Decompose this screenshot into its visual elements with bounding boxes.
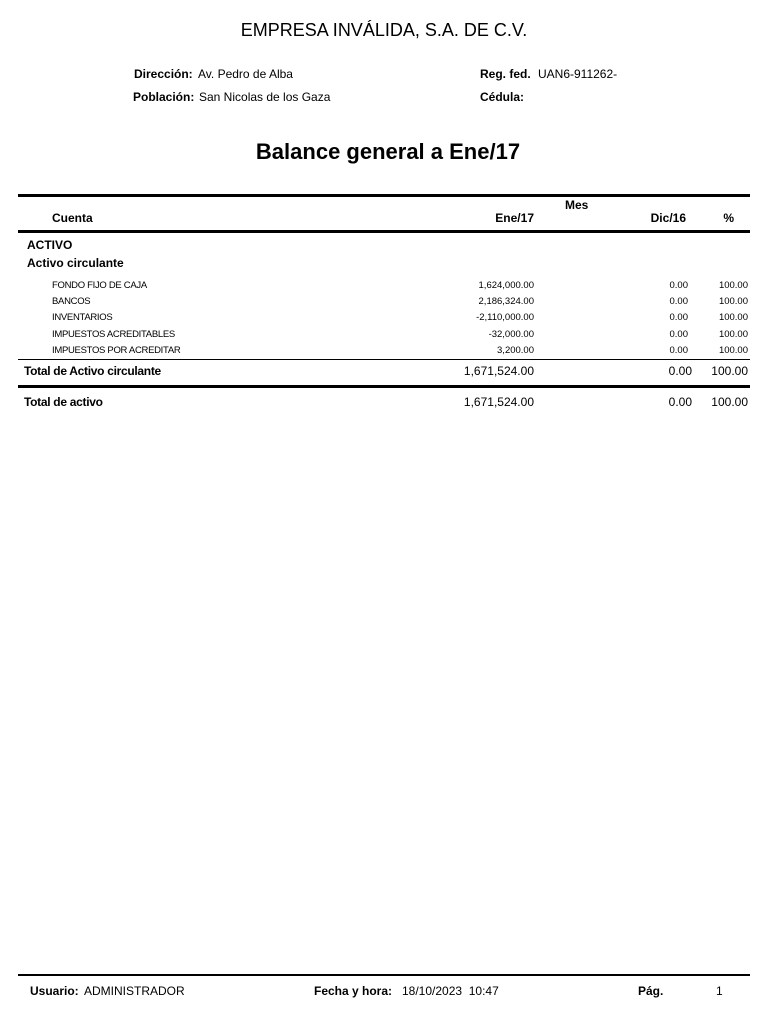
table-row — [0, 280, 768, 296]
company-name: EMPRESA INVÁLIDA, S.A. DE C.V. — [240, 20, 528, 40]
column-header-pct: % — [723, 211, 734, 225]
column-header-cuenta: Cuenta — [52, 211, 93, 225]
row-pct-value: 100.00 — [718, 345, 748, 356]
total-ene-value: 1,671,524.00 — [463, 395, 534, 409]
row-ene-value: -32,000.00 — [488, 329, 534, 340]
row-account: FONDO FIJO DE CAJA — [52, 280, 147, 291]
column-header-ene: Ene/17 — [495, 211, 534, 225]
header-group-mes: Mes — [565, 198, 589, 212]
pagina-number: 1 — [716, 984, 723, 998]
footer-rule — [18, 974, 750, 976]
table-row — [0, 312, 768, 328]
total-pct-value: 100.00 — [711, 395, 748, 409]
total-dic-value: 0.00 — [668, 395, 692, 409]
subtotal-rule — [18, 359, 750, 360]
row-pct-value: 100.00 — [718, 296, 748, 307]
table-top-rule — [18, 194, 750, 197]
report-title: Balance general a Ene/17 — [255, 139, 521, 164]
row-dic-value: 0.00 — [669, 329, 688, 340]
table-row — [0, 296, 768, 312]
regfed-value: UAN6-911262- — [538, 67, 618, 81]
subsection-activo-circulante: Activo circulante — [27, 256, 124, 270]
column-header-dic: Dic/16 — [650, 211, 686, 225]
total-row — [0, 395, 768, 413]
row-account: INVENTARIOS — [52, 312, 113, 323]
row-account: IMPUESTOS POR ACREDITAR — [52, 345, 181, 356]
row-ene-value: 1,624,000.00 — [478, 280, 534, 291]
subtotal-ene-value: 1,671,524.00 — [463, 364, 534, 378]
usuario-value: ADMINISTRADOR — [84, 984, 185, 998]
fecha-value: 18/10/2023 10:47 — [402, 984, 499, 998]
pagina-label: Pág. — [638, 984, 664, 998]
row-account: IMPUESTOS ACREDITABLES — [52, 329, 175, 340]
total-rule — [18, 385, 750, 388]
row-pct-value: 100.00 — [718, 329, 748, 340]
row-ene-value: 2,186,324.00 — [478, 296, 534, 307]
total-label: Total de activo — [24, 395, 103, 409]
row-account: BANCOS — [52, 296, 91, 307]
cedula-label: Cédula: — [480, 90, 525, 104]
row-dic-value: 0.00 — [669, 345, 688, 356]
subtotal-label: Total de Activo circulante — [24, 364, 161, 378]
poblacion-value: San Nicolas de los Gaza — [199, 90, 331, 104]
fecha-label: Fecha y hora: — [314, 984, 393, 998]
row-ene-value: -2,110,000.00 — [476, 312, 534, 323]
row-pct-value: 100.00 — [718, 312, 748, 323]
table-row — [0, 329, 768, 345]
poblacion-label: Población: — [133, 90, 195, 104]
row-dic-value: 0.00 — [669, 280, 688, 291]
regfed-label: Reg. fed. — [480, 67, 531, 81]
direccion-value: Av. Pedro de Alba — [198, 67, 293, 81]
subtotal-dic-value: 0.00 — [668, 364, 692, 378]
row-ene-value: 3,200.00 — [497, 345, 534, 356]
header-bottom-rule — [18, 230, 750, 233]
row-dic-value: 0.00 — [669, 296, 688, 307]
usuario-label: Usuario: — [30, 984, 79, 998]
row-dic-value: 0.00 — [669, 312, 688, 323]
section-activo: ACTIVO — [27, 238, 73, 252]
subtotal-pct-value: 100.00 — [711, 364, 748, 378]
subtotal-row — [0, 364, 768, 382]
direccion-label: Dirección: — [134, 67, 193, 81]
row-pct-value: 100.00 — [718, 280, 748, 291]
